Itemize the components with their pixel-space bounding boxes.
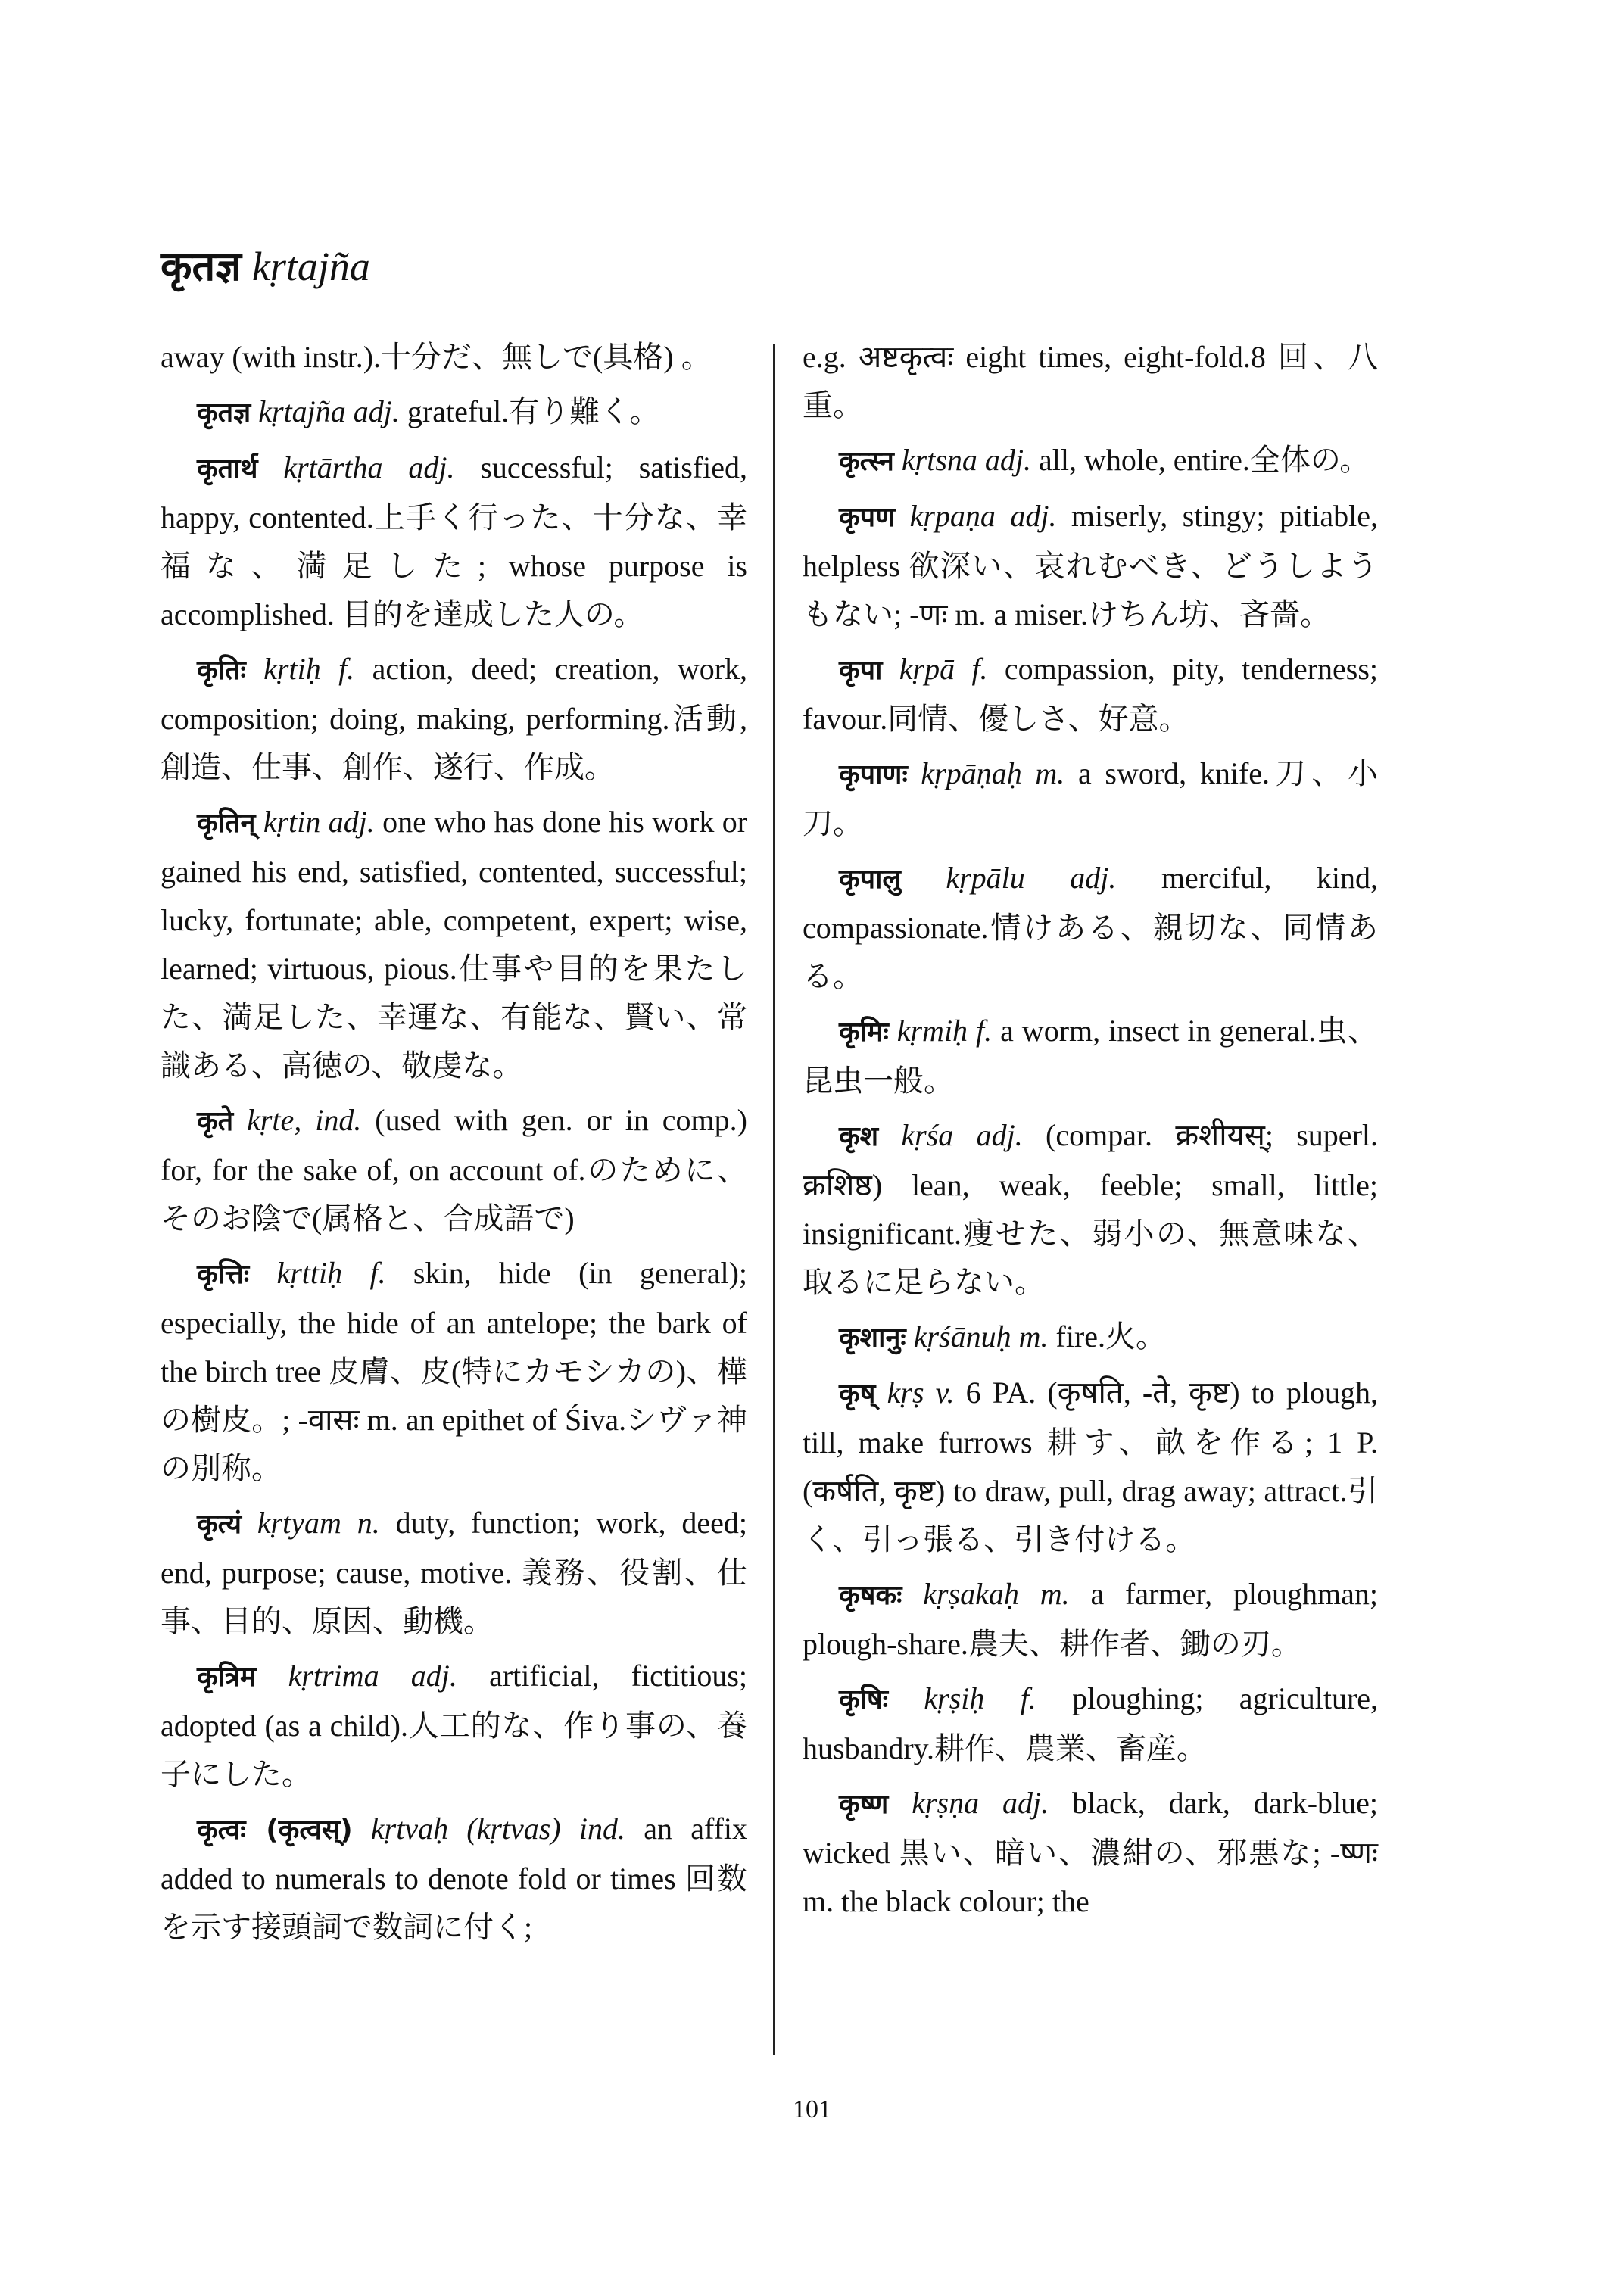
part-of-speech: adj. (1010, 499, 1057, 533)
headword-roman: kṛmiḥ (896, 1014, 968, 1048)
headword-devanagari: कृपाणः (839, 759, 908, 790)
definition-text: fire.火。 (1055, 1319, 1167, 1354)
headword-roman: kṛṣiḥ (924, 1681, 985, 1715)
running-header (161, 242, 370, 290)
part-of-speech: m. (1040, 1577, 1070, 1611)
headword-roman: kṛtin (263, 805, 321, 839)
part-of-speech: ind. (315, 1103, 362, 1137)
entry-continuation (161, 333, 747, 382)
headword-roman: kṛpāṇaḥ (921, 756, 1022, 790)
definition-text: merciful, kind, compassionate.情けある、親切な、同情ある。 (803, 861, 1378, 993)
headword-roman: kṛte, (247, 1103, 302, 1137)
header-roman: kṛtajña (251, 244, 370, 289)
right-column (803, 333, 1378, 1932)
part-of-speech: f. (338, 652, 355, 686)
headword-roman: kṛśa (901, 1118, 954, 1152)
definition-text: successful; satisfied, happy, contented.上手く行った、十分な、幸福な、満足した; whose purpose is accomplished. 目的を達成した人の。 (161, 450, 747, 631)
part-of-speech: f. (1020, 1681, 1036, 1715)
dictionary-entry (161, 1652, 747, 1799)
headword-roman: kṛtyam (257, 1506, 341, 1540)
headword-devanagari: कृषकः (839, 1580, 902, 1611)
headword-devanagari: कृशानुः (839, 1323, 906, 1354)
dictionary-entry (161, 444, 747, 639)
part-of-speech: f. (971, 652, 988, 686)
headword-roman: kṛśānuḥ (913, 1319, 1011, 1354)
part-of-speech: m. (1035, 756, 1065, 790)
entry-continuation (803, 333, 1378, 430)
dictionary-entry (803, 436, 1378, 486)
dictionary-entry (803, 1675, 1378, 1773)
definition-text: 6 PA. (कृषति, -ते, कृष्ट) to plough, till, make furrows 耕す、畝を作る; 1 P. (कर्षति, कृष्ट) to draw, pull, drag away; attract.引く、引っ張る、引き付ける。 (803, 1375, 1379, 1556)
headword-devanagari: कृमिः (839, 1017, 889, 1048)
headword-devanagari: कृते (197, 1106, 234, 1137)
definition-text: away (with instr.).十分だ、無しで(具格) 。 (161, 340, 712, 374)
definition-text: (used with gen. or in comp.) for, for the sake of, on account of.のために、そのお陰で(属格と、合成語で) (161, 1103, 747, 1235)
part-of-speech: f. (369, 1256, 386, 1290)
left-column (161, 333, 747, 1958)
dictionary-entry (803, 1369, 1378, 1564)
dictionary-entry (161, 1249, 747, 1493)
definition-text: (compar. क्रशीयस्; superl. क्रशिष्ठ) lean, weak, feeble; small, little; insignificant.痩せた、弱小の、無意味な、取るに足らない。 (803, 1118, 1378, 1299)
dictionary-entry (803, 492, 1378, 639)
headword-devanagari: कृत्स्न (839, 446, 894, 477)
definition-text: grateful.有り難く。 (407, 394, 660, 428)
headword-roman: kṛpā (899, 652, 955, 686)
definition-text: an affix added to numerals to denote fold or times 回数を示す接頭詞で数詞に付く; (161, 1812, 747, 1944)
part-of-speech: n. (357, 1506, 380, 1540)
headword-devanagari: कृतज्ञ (197, 397, 251, 428)
headword-devanagari: कृपण (839, 502, 896, 533)
headword-devanagari: कृषिः (839, 1684, 889, 1715)
definition-text: a sword, knife.刀、小刀。 (803, 756, 1379, 840)
dictionary-entry (161, 645, 747, 792)
headword-roman: kṛtajña (258, 394, 346, 428)
headword-roman: kṛtrima (288, 1659, 379, 1693)
definition-text: compassion, pity, tenderness; favour.同情、優しさ、好意。 (803, 652, 1379, 736)
definition-text: skin, hide (in general); especially, the hide of an antelope; the bark of the birch tree 皮膚、皮(特にカモシカの)、樺の樹皮。; -वासः m. an epithet of Śiva.シヴァ神の別称。 (161, 1256, 747, 1485)
definition-text: all, whole, entire.全体の。 (1039, 443, 1370, 477)
part-of-speech: m. (1018, 1319, 1049, 1354)
dictionary-entry (803, 749, 1378, 848)
dictionary-entry (803, 645, 1378, 743)
dictionary-entry (803, 1313, 1378, 1363)
column-divider (773, 344, 775, 2055)
part-of-speech: adj. (984, 443, 1032, 477)
definition-text: ploughing; agriculture, husbandry.耕作、農業、畜産。 (803, 1681, 1379, 1765)
definition-text: action, deed; creation, work, composition; doing, making, performing.活動,創造、仕事、創作、遂行、作成。 (161, 652, 748, 784)
page-number: 101 (793, 2095, 831, 2123)
definition-text: miserly, stingy; pitiable, helpless 欲深い、哀れむべき、どうしようもない; -णः m. a miser.けちん坊、吝嗇。 (803, 499, 1379, 631)
headword-roman: kṛtiḥ (263, 652, 321, 686)
part-of-speech: f. (976, 1014, 993, 1048)
headword-roman: kṛpaṇa (909, 499, 996, 533)
headword-devanagari: कृश (839, 1121, 879, 1152)
part-of-speech: adj. (410, 1659, 457, 1693)
headword-roman: kṛṣṇa (912, 1786, 980, 1820)
part-of-speech: adj. (976, 1118, 1023, 1152)
definition-text: a worm, insect in general.虫、昆虫一般。 (803, 1014, 1378, 1098)
part-of-speech: adj. (353, 394, 400, 428)
headword-devanagari: कृत्यं (197, 1509, 242, 1540)
headword-devanagari: कृपालु (839, 864, 901, 895)
headword-devanagari: कृत्वः (कृत्वस्) (197, 1815, 353, 1846)
part-of-speech: adj. (328, 805, 375, 839)
definition-text: duty, function; work, deed; end, purpose; cause, motive. 義務、役割、仕事、目的、原因、動機。 (161, 1506, 748, 1638)
part-of-speech: v. (935, 1375, 955, 1410)
headword-roman: kṛtārtha (283, 450, 383, 484)
part-of-speech: ind. (578, 1812, 626, 1846)
part-of-speech: adj. (408, 450, 455, 484)
dictionary-entry (161, 798, 747, 1090)
dictionary-entry (161, 1499, 747, 1646)
definition-text: black, dark, dark-blue; wicked 黒い、暗い、濃紺の、邪悪な; -ष्णः m. the black colour; the (803, 1786, 1379, 1918)
headword-devanagari: कृष्ण (839, 1789, 889, 1820)
dictionary-entry (161, 388, 747, 438)
definition-text: artificial, fictitious; adopted (as a child).人工的な、作り事の、養子にした。 (161, 1659, 748, 1791)
part-of-speech: adj. (1002, 1786, 1049, 1820)
headword-devanagari: कृतिः (197, 655, 246, 686)
headword-devanagari: कृपा (839, 655, 883, 686)
headword-devanagari: कृतिन् (197, 808, 256, 839)
dictionary-entry (803, 1007, 1378, 1105)
headword-devanagari: कृष् (839, 1379, 876, 1410)
headword-roman: kṛtsna (901, 443, 977, 477)
headword-devanagari: कृत्तिः (197, 1259, 250, 1290)
dictionary-entry (803, 854, 1378, 1001)
dictionary-entry (161, 1805, 747, 1952)
definition-text: a farmer, ploughman; plough-share.農夫、耕作者、鋤の刃。 (803, 1577, 1379, 1661)
headword-roman: kṛpālu (946, 861, 1025, 895)
definition-text: e.g. अष्टकृत्वः eight times, eight-fold.8 回、八重。 (803, 340, 1378, 422)
dictionary-entry (803, 1570, 1378, 1668)
header-devanagari: कृतज्ञ (161, 242, 242, 290)
headword-roman: kṛṣakaḥ (923, 1577, 1019, 1611)
headword-roman: kṛtvaḥ (kṛtvas) (370, 1812, 561, 1846)
headword-roman: kṛttiḥ (276, 1256, 343, 1290)
headword-devanagari: कृत्रिम (197, 1662, 257, 1693)
dictionary-entry (161, 1096, 747, 1243)
headword-roman: kṛṣ (887, 1375, 924, 1410)
definition-text: one who has done his work or gained his end, satisfied, contented, successful; lucky, fortunate; able, competent, expert; wise, learned; virtuous, pious.仕事や目的を果たした、満足した、幸運な、有能な、賢い、常識ある、高徳の、敬虔な。 (161, 805, 748, 1083)
dictionary-entry (803, 1111, 1378, 1307)
headword-devanagari: कृतार्थ (197, 453, 258, 484)
part-of-speech: adj. (1070, 861, 1117, 895)
dictionary-entry (803, 1779, 1378, 1926)
